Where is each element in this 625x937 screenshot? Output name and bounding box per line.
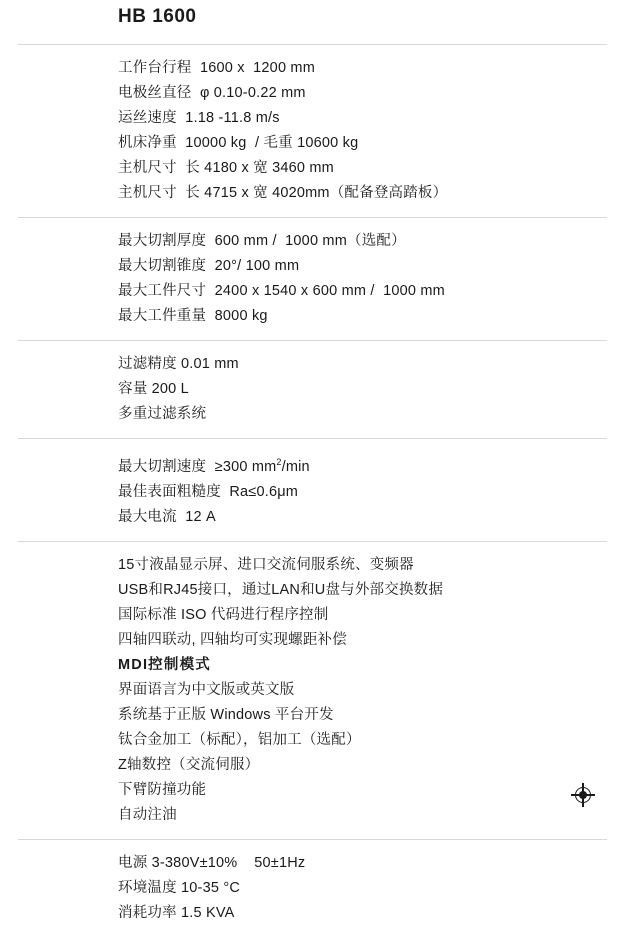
spec-line: 最大工件尺寸 2400 x 1540 x 600 mm / 1000 mm <box>118 283 445 299</box>
spec-line: 容量 200 L <box>118 381 189 397</box>
spec-line: 机床净重 10000 kg / 毛重 10600 kg <box>118 135 359 151</box>
spec-line: 最大工件重量 8000 kg <box>118 308 268 324</box>
spec-line: 电源 3-380V±10% 50±1Hz <box>118 854 306 871</box>
spec-line: 自动注油 <box>118 806 177 823</box>
spec-line: 国际标准 ISO 代码进行程序控制 <box>118 606 329 623</box>
spec-group-performance <box>18 438 607 541</box>
spec-line-text: 最大切割速度 ≥300 mm <box>118 458 277 475</box>
spec-line: 最大电流 12 A <box>118 508 216 525</box>
spec-line <box>18 450 607 480</box>
spec-line: 运丝速度 1.18 -11.8 m/s <box>118 110 280 126</box>
spec-line: 15寸液晶显示屏、进口交流伺服系统、变频器 <box>118 556 414 573</box>
spec-line: 电极丝直径 φ 0.10-0.22 mm <box>118 85 306 101</box>
spec-group-machine-dimensions <box>18 44 607 217</box>
spec-line: 主机尺寸 长 4715 x 宽 4020mm（配备登高踏板） <box>118 185 448 201</box>
spec-line-superscript: 2 <box>276 457 282 467</box>
spec-line: USB和RJ45接口，通过LAN和U盘与外部交换数据 <box>118 581 444 598</box>
spec-groups-container <box>0 44 625 937</box>
spec-line: MDI控制模式 <box>118 656 211 673</box>
spec-line: 系统基于正版 Windows 平台开发 <box>118 706 334 723</box>
spec-line: 主机尺寸 长 4180 x 宽 3460 mm <box>118 160 334 176</box>
spec-line: 下臂防撞功能 <box>118 781 207 798</box>
spec-line-suffix: /min <box>281 458 310 475</box>
spec-line: 环境温度 10-35 °C <box>118 879 241 896</box>
spec-line: 界面语言为中文版或英文版 <box>118 681 295 698</box>
registration-target-icon <box>571 783 597 809</box>
spec-line: 最大切割厚度 600 mm / 1000 mm（选配） <box>118 233 406 249</box>
page-title: HB 1600 <box>118 6 197 27</box>
spec-line: 过滤精度 0.01 mm <box>118 356 239 372</box>
spec-group-filtration-system <box>18 340 607 438</box>
spec-line: 最大切割锥度 20°/ 100 mm <box>118 258 300 274</box>
spec-line: 最佳表面粗糙度 Ra≤0.6μm <box>118 483 299 500</box>
spec-line: Z轴数控（交流伺服） <box>118 756 260 773</box>
spec-line: 工作台行程 1600 x 1200 mm <box>118 60 315 76</box>
spec-line: 消耗功率 1.5 KVA <box>118 904 235 921</box>
spec-group-cutting-capacity <box>18 217 607 340</box>
spec-line: 钛合金加工（标配），铝加工（选配） <box>118 731 361 748</box>
spec-group-control-system <box>18 541 607 839</box>
spec-line: 多重过滤系统 <box>118 406 207 422</box>
spec-group-power-requirements <box>18 839 607 937</box>
registration-center-dot <box>579 791 587 799</box>
spec-line: 四轴四联动, 四轴均可实现螺距补偿 <box>118 631 347 648</box>
